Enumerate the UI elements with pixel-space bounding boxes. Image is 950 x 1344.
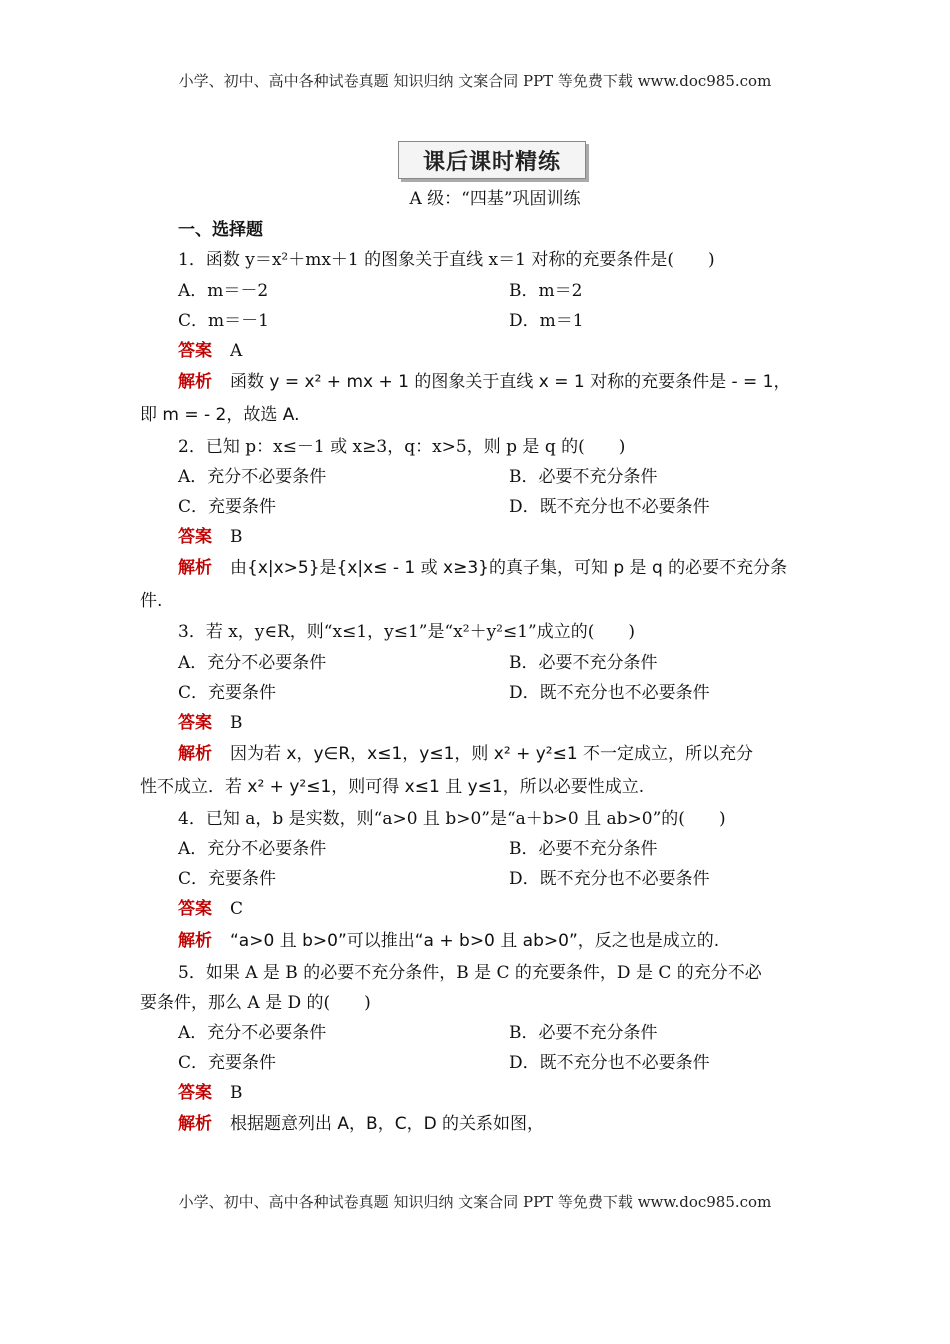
q2-explanation-cont: 件.: [140, 591, 163, 611]
answer-label: 答案: [178, 341, 212, 361]
q5-option-c: C．充要条件: [178, 1053, 277, 1073]
q5-explanation-text: 根据题意列出 A，B，C，D 的关系如图，: [230, 1114, 545, 1134]
question-3-stem: 3．若 x，y∈R，则“x≤1，y≤1”是“x²＋y²≤1”成立的( ): [178, 622, 636, 642]
level-subtitle: A 级：“四基”巩固训练: [409, 189, 581, 209]
q5-answer: [178, 1081, 243, 1105]
q1-explanation: [178, 370, 790, 394]
q5-explanation: [178, 1112, 544, 1136]
question-4-stem: 4．已知 a，b 是实数，则“a>0 且 b>0”是“a＋b>0 且 ab>0”的( ): [178, 809, 726, 829]
q2-option-c: C．充要条件: [178, 497, 277, 517]
q4-option-c: C．充要条件: [178, 869, 277, 889]
q1-answer: [178, 339, 242, 363]
explain-label: 解析: [178, 1114, 212, 1134]
question-2-stem: 2．已知 p：x≤－1 或 x≥3，q：x>5，则 p 是 q 的( ): [178, 437, 626, 457]
q3-explanation-text: 因为若 x，y∈R，x≤1，y≤1，则 x² + y²≤1 不一定成立，所以充分: [230, 744, 754, 764]
question-5-stem-cont: 要条件，那么 A 是 D 的( ): [140, 993, 371, 1013]
q1-explanation-text: 函数 y = x² + mx + 1 的图象关于直线 x = 1 对称的充要条件是 - = 1，: [230, 372, 791, 392]
q3-option-b: B．必要不充分条件: [509, 653, 658, 673]
section-banner: 课后课时精练: [398, 141, 586, 179]
q3-answer-value: B: [230, 713, 243, 733]
question-5-stem: 5．如果 A 是 B 的必要不充分条件，B 是 C 的充要条件，D 是 C 的充分不必: [178, 963, 762, 983]
q5-option-b: B．必要不充分条件: [509, 1023, 658, 1043]
q3-explanation: [178, 742, 753, 766]
q1-answer-value: A: [230, 341, 243, 361]
q4-option-d: D．既不充分也不必要条件: [509, 869, 710, 889]
q2-explanation: [178, 556, 787, 580]
explain-label: 解析: [178, 558, 212, 578]
q2-explanation-text: 由{x|x>5}是{x|x≤ - 1 或 x≥3}的真子集，可知 p 是 q 的必要不充分条: [230, 558, 788, 578]
q4-answer: [178, 897, 243, 921]
q4-option-a: A．充分不必要条件: [178, 839, 327, 859]
page-header: 小学、初中、高中各种试卷真题 知识归纳 文案合同 PPT 等免费下载 www.doc985.com: [178, 72, 772, 90]
answer-label: 答案: [178, 899, 212, 919]
q4-option-b: B．必要不充分条件: [509, 839, 658, 859]
q5-answer-value: B: [230, 1083, 243, 1103]
question-1-stem: 1．函数 y＝x²＋mx＋1 的图象关于直线 x＝1 对称的充要条件是( ): [178, 250, 715, 270]
explain-label: 解析: [178, 372, 212, 392]
q3-option-c: C．充要条件: [178, 683, 277, 703]
q3-option-d: D．既不充分也不必要条件: [509, 683, 710, 703]
q2-option-d: D．既不充分也不必要条件: [509, 497, 710, 517]
answer-label: 答案: [178, 713, 212, 733]
q2-answer-value: B: [230, 527, 243, 547]
q2-option-a: A．充分不必要条件: [178, 467, 327, 487]
explain-label: 解析: [178, 931, 212, 951]
explain-label: 解析: [178, 744, 212, 764]
q2-answer: [178, 525, 243, 549]
page-footer: 小学、初中、高中各种试卷真题 知识归纳 文案合同 PPT 等免费下载 www.doc985.com: [178, 1193, 772, 1211]
q4-explanation-text: “a>0 且 b>0”可以推出“a + b>0 且 ab>0”，反之也是成立的.: [230, 931, 720, 951]
q4-answer-value: C: [230, 899, 244, 919]
answer-label: 答案: [178, 1083, 212, 1103]
q3-answer: [178, 711, 243, 735]
q3-explanation-cont: 性不成立．若 x² + y²≤1，则可得 x≤1 且 y≤1，所以必要性成立.: [140, 777, 645, 797]
q1-option-a: A．m＝－2: [178, 281, 269, 301]
q1-option-b: B．m＝2: [509, 281, 583, 301]
q4-explanation: [178, 929, 719, 953]
q5-option-d: D．既不充分也不必要条件: [509, 1053, 710, 1073]
q5-option-a: A．充分不必要条件: [178, 1023, 327, 1043]
q1-option-c: C．m＝－1: [178, 311, 269, 331]
answer-label: 答案: [178, 527, 212, 547]
q3-option-a: A．充分不必要条件: [178, 653, 327, 673]
q1-explanation-cont: 即 m = - 2，故选 A.: [140, 405, 300, 425]
q2-option-b: B．必要不充分条件: [509, 467, 658, 487]
q1-option-d: D．m＝1: [509, 311, 584, 331]
section-heading: 一、选择题: [178, 220, 263, 240]
